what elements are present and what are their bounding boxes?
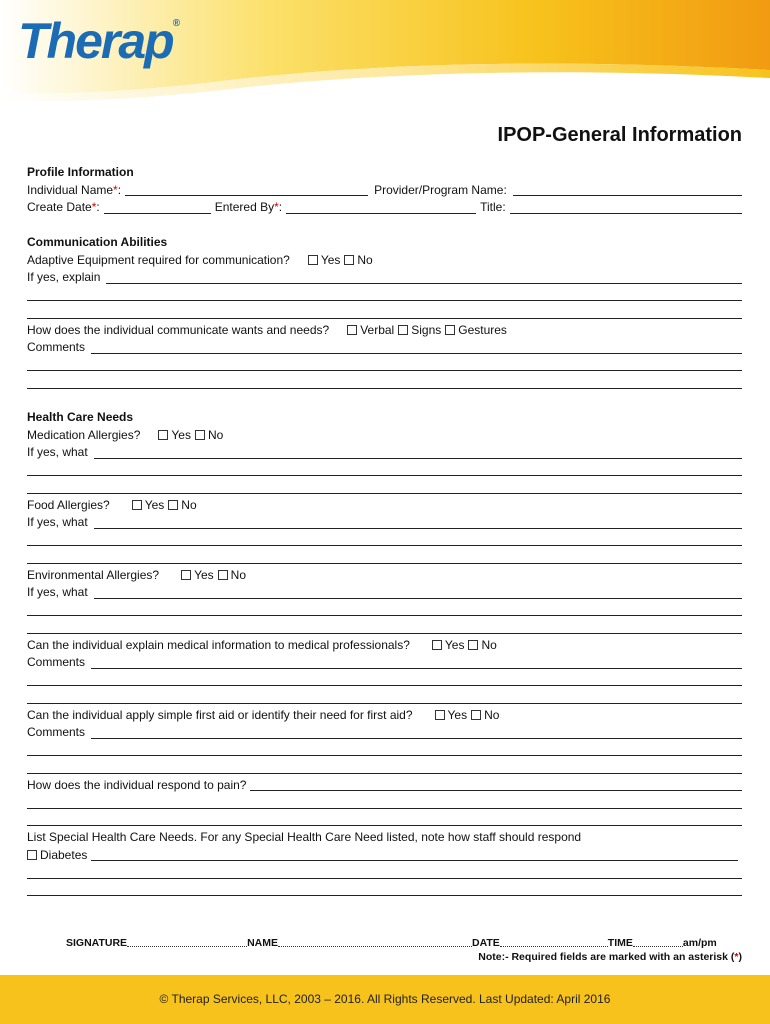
food-allergies-row: Food Allergies? Yes No: [27, 497, 197, 512]
first-aid-comments-row: Comments: [27, 724, 742, 742]
explain-medical-comments-field[interactable]: [91, 656, 742, 669]
environmental-what-field[interactable]: [94, 586, 742, 599]
individual-name-field[interactable]: [125, 183, 368, 196]
medication-allergies-row: Medication Allergies? Yes No: [27, 427, 224, 442]
adaptive-explain-field[interactable]: [106, 271, 742, 284]
blank-line[interactable]: [27, 479, 742, 497]
signature-row: SIGNATURE NAME DATE TIME am/pm: [66, 937, 717, 949]
blank-line[interactable]: [27, 689, 742, 707]
pain-response-row: How does the individual respond to pain?: [27, 777, 742, 795]
special-needs-row: List Special Health Care Needs. For any Special Health Care Need listed, note how staff should respond: [27, 830, 582, 844]
adaptive-no-checkbox[interactable]: [344, 255, 354, 265]
header-banner: [0, 0, 770, 110]
gestures-checkbox[interactable]: [445, 325, 455, 335]
page-title: IPOP-General Information: [497, 124, 742, 146]
required-note: Note:- Required fields are marked with an asterisk (*): [478, 951, 742, 963]
entered-by-field[interactable]: [286, 201, 476, 214]
blank-line[interactable]: [27, 812, 742, 830]
blank-line[interactable]: [27, 602, 742, 620]
create-date-field[interactable]: [104, 201, 211, 214]
blank-line[interactable]: [27, 549, 742, 567]
footer-bar: [0, 975, 770, 1024]
provider-program-field[interactable]: [513, 183, 742, 196]
first-aid-yes-checkbox[interactable]: [435, 710, 445, 720]
diabetes-checkbox[interactable]: [27, 850, 37, 860]
verbal-checkbox[interactable]: [347, 325, 357, 335]
individual-name-row: Individual Name * : Provider/Program Name:: [27, 182, 742, 200]
blank-line[interactable]: [27, 462, 742, 480]
blank-line[interactable]: [27, 532, 742, 550]
environmental-yes-checkbox[interactable]: [181, 570, 191, 580]
communication-comments-field[interactable]: [91, 341, 742, 354]
blank-line[interactable]: [27, 357, 742, 375]
communicate-wants-row: How does the individual communicate wants and needs? Verbal Signs Gestures: [27, 322, 507, 337]
profile-heading: Profile Information: [27, 165, 134, 179]
communication-comments-row: Comments: [27, 339, 742, 357]
medication-yes-checkbox[interactable]: [158, 430, 168, 440]
therap-logo: Therap®: [18, 13, 179, 69]
blank-line[interactable]: [27, 672, 742, 690]
food-what-field[interactable]: [94, 516, 742, 529]
blank-line[interactable]: [27, 882, 742, 900]
explain-medical-yes-checkbox[interactable]: [432, 640, 442, 650]
signature-field[interactable]: [127, 937, 247, 947]
explain-medical-row: Can the individual explain medical information to medical professionals? Yes No: [27, 637, 497, 652]
medication-no-checkbox[interactable]: [195, 430, 205, 440]
explain-medical-comments-row: Comments: [27, 654, 742, 672]
name-field[interactable]: [278, 937, 472, 947]
time-field[interactable]: [633, 937, 683, 947]
pain-response-field[interactable]: [250, 778, 742, 791]
first-aid-comments-field[interactable]: [91, 726, 742, 739]
blank-line[interactable]: [27, 759, 742, 777]
blank-line[interactable]: [27, 742, 742, 760]
first-aid-no-checkbox[interactable]: [471, 710, 481, 720]
food-no-checkbox[interactable]: [168, 500, 178, 510]
blank-line[interactable]: [27, 794, 742, 812]
first-aid-row: Can the individual apply simple first aid or identify their need for first aid? Yes No: [27, 707, 500, 722]
blank-line[interactable]: [27, 619, 742, 637]
diabetes-field[interactable]: [91, 848, 738, 861]
signs-checkbox[interactable]: [398, 325, 408, 335]
medication-what-field[interactable]: [94, 446, 742, 459]
form-body: [27, 164, 742, 899]
environmental-what-row: If yes, what: [27, 584, 742, 602]
adaptive-yes-checkbox[interactable]: [308, 255, 318, 265]
environmental-no-checkbox[interactable]: [218, 570, 228, 580]
create-date-row: Create Date * : Entered By * : Title:: [27, 199, 742, 217]
date-field[interactable]: [500, 937, 608, 947]
adaptive-explain-row: If yes, explain: [27, 269, 742, 287]
communication-heading: Communication Abilities: [27, 235, 168, 249]
food-yes-checkbox[interactable]: [132, 500, 142, 510]
adaptive-equipment-row: Adaptive Equipment required for communication? Yes No: [27, 252, 373, 267]
blank-line[interactable]: [27, 864, 742, 882]
blank-line[interactable]: [27, 287, 742, 305]
health-heading: Health Care Needs: [27, 410, 134, 424]
title-field[interactable]: [510, 201, 742, 214]
environmental-allergies-row: Environmental Allergies? Yes No: [27, 567, 246, 582]
blank-line[interactable]: [27, 304, 742, 322]
food-what-row: If yes, what: [27, 514, 742, 532]
diabetes-row: Diabetes: [27, 847, 742, 865]
medication-what-row: If yes, what: [27, 444, 742, 462]
explain-medical-no-checkbox[interactable]: [468, 640, 478, 650]
footer-copyright: © Therap Services, LLC, 2003 – 2016. All Rights Reserved. Last Updated: April 2016: [159, 992, 611, 1006]
blank-line[interactable]: [27, 374, 742, 392]
